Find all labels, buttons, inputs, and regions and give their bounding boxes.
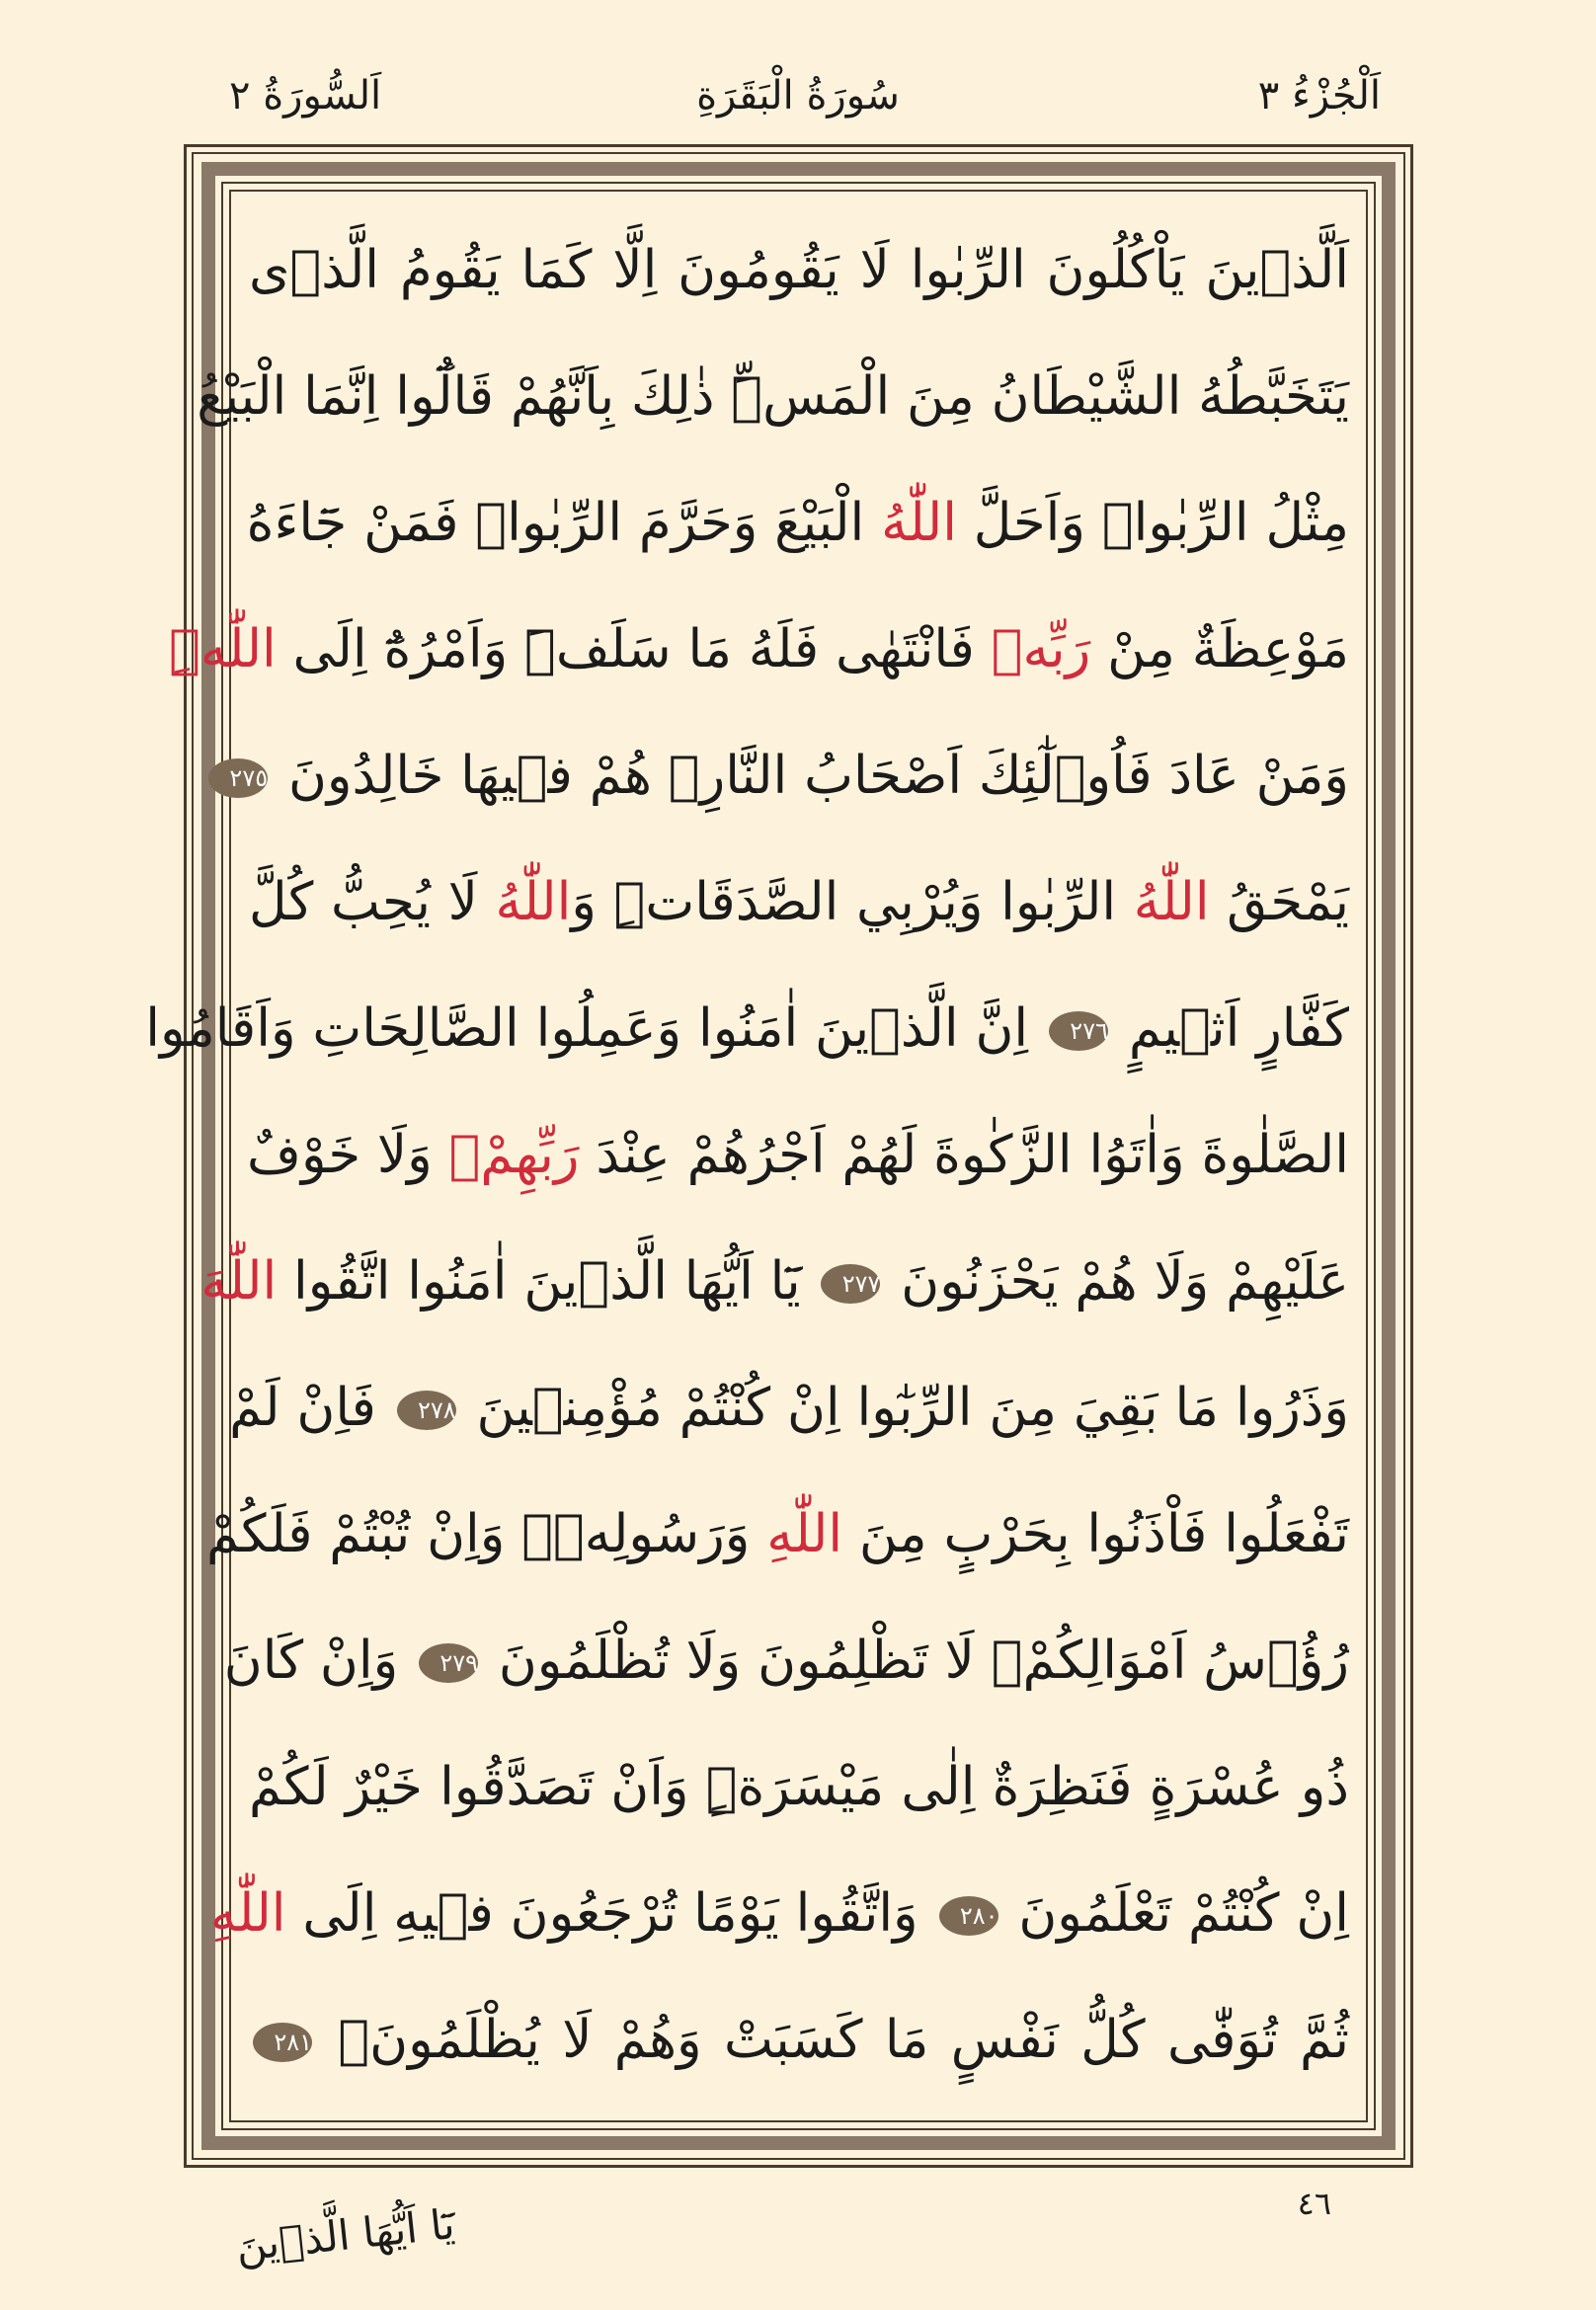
verse-text: ثُمَّ تُوَفّٰى كُلُّ نَفْسٍ مَا كَسَبَتْ وَهُمْ لَا يُظْلَمُونَ۟ [316, 2010, 1349, 2070]
verse-text: الرِّبٰوا وَيُرْبِي الصَّدَقَاتِۜ وَ [571, 872, 1134, 932]
verse-line [209, 1851, 1355, 1977]
verse-text: رُؤُ۫سُ اَمْوَالِكُمْۚ لَا تَظْلِمُونَ وَلَا تُظْلَمُونَ [482, 1631, 1349, 1691]
page-number: ٤٦ [1297, 2185, 1331, 2222]
verse-line [145, 966, 1355, 1092]
ayah-number-marker: ٢٧٩ [419, 1643, 478, 1683]
ayah-number-marker: ٢٧٧ [821, 1264, 880, 1304]
verse-text: عَلَيْهِمْ وَلَا هُمْ يَحْزَنُونَ [884, 1251, 1349, 1312]
verse-text: تَفْعَلُوا فَاْذَنُوا بِحَرْبٍ مِنَ [842, 1504, 1349, 1564]
ayah-number-marker: ٢٧٥ [208, 758, 268, 798]
verse-line [243, 460, 1355, 587]
divine-name-text: اللّٰهُ [495, 872, 572, 932]
verse-line [229, 1345, 1355, 1472]
verse-line [229, 713, 1355, 839]
verse-text: وَمَنْ عَادَ فَاُو۬لٰٓئِكَ اَصْحَابُ النَّارِۚ هُمْ ف۪يهَا خَالِدُونَ [272, 746, 1349, 806]
verse-text: كَفَّارٍ اَث۪يمٍ [1111, 998, 1349, 1059]
ayah-number-marker: ٢٧٨ [397, 1391, 456, 1430]
divine-name-text: اللّٰهُ [881, 493, 957, 553]
verse-text: الصَّلٰوةَ وَاٰتَوُا الزَّكٰوةَ لَهُمْ اَجْرُهُمْ عِنْدَ [579, 1125, 1349, 1185]
verse-line [169, 587, 1355, 713]
divine-name-text: اللّٰهَ [200, 1251, 278, 1312]
divine-name-text: اللّٰهِ [209, 1883, 286, 1944]
verse-text: يَمْحَقُ [1209, 872, 1349, 932]
sura-title: سُورَةُ الْبَقَرَةِ [696, 73, 900, 119]
divine-name-text: اللّٰهِۜ [169, 619, 277, 679]
verse-text: مِثْلُ الرِّبٰواۢ وَاَحَلَّ [956, 493, 1349, 553]
verse-text: وَلَا خَوْفٌ [247, 1125, 449, 1185]
sura-number-label: اَلسُّورَةُ ٢ [229, 73, 382, 119]
juz-label: اَلْجُزْءُ ٣ [1257, 73, 1381, 119]
verse-line [200, 1219, 1355, 1345]
verse-text: فَانْتَهٰى فَلَهُ مَا سَلَفَۜ وَاَمْرُهُٓ اِلَى [276, 619, 992, 679]
verse-line [223, 1598, 1355, 1724]
divine-name-text: اللّٰهِ [766, 1504, 843, 1564]
verse-text: اَلَّذ۪ينَ يَاْكُلُونَ الرِّبٰوا لَا يَقُومُونَ اِلَّا كَمَا يَقُومُ الَّذ۪ی [249, 240, 1349, 300]
divine-name-text: رَبِّهِمْۚ [448, 1125, 580, 1185]
verse-line [243, 839, 1355, 966]
verse-line [243, 1724, 1355, 1851]
catchword: يَٓا اَيُّهَا الَّذ۪ينَ [233, 2199, 457, 2271]
verse-line [197, 334, 1355, 460]
ayah-number-marker: ٢٧٦ [1049, 1011, 1108, 1051]
verse-text: وَاتَّقُوا يَوْمًا تُرْجَعُونَ ف۪يهِ اِلَى [285, 1883, 935, 1944]
verse-text: يَٓا اَيُّهَا الَّذ۪ينَ اٰمَنُوا اتَّقُوا [277, 1251, 818, 1312]
verse-line [243, 1092, 1355, 1219]
verse-text: وَذَرُوا مَا بَقِيَ مِنَ الرِّبٰٓوا اِنْ كُنْتُمْ مُؤْمِن۪ينَ [459, 1378, 1349, 1438]
verse-text: فَاِنْ لَمْ [229, 1378, 393, 1438]
verse-text: وَاِنْ كَانَ [223, 1631, 416, 1691]
verse-text: اِنَّ الَّذ۪ينَ اٰمَنُوا وَعَمِلُوا الصَّالِحَاتِ وَاَقَامُوا [145, 998, 1045, 1059]
verse-text: مَوْعِظَةٌ مِنْ [1090, 619, 1349, 679]
verse-text: وَرَسُولِه۪ۚ وَاِنْ تُبْتُمْ فَلَكُمْ [205, 1504, 767, 1564]
divine-name-text: اللّٰهُ [1133, 872, 1210, 932]
verse-line [243, 1977, 1355, 2104]
divine-name-text: رَبِّه۪ [991, 619, 1091, 679]
verse-text-area [145, 207, 1355, 2104]
verse-line [205, 1472, 1355, 1598]
verse-text: اِنْ كُنْتُمْ تَعْلَمُونَ [1001, 1883, 1349, 1944]
ayah-number-marker: ٢٨٠ [939, 1896, 998, 1936]
verse-text: يَتَخَبَّطُهُ الشَّيْطَانُ مِنَ الْمَسِّۜ ذٰلِكَ بِاَنَّهُمْ قَالُٓوا اِنَّمَا الْبَيْعُ [197, 366, 1349, 427]
verse-line [243, 207, 1355, 334]
verse-text: الْبَيْعَ وَحَرَّمَ الرِّبٰواۜ فَمَنْ جَٓاءَهُ [246, 493, 882, 553]
verse-text: ذُو عُسْرَةٍ فَنَظِرَةٌ اِلٰى مَيْسَرَةٍۜ وَاَنْ تَصَدَّقُوا خَيْرٌ لَكُمْ [249, 1757, 1349, 1817]
verse-text: لَا يُحِبُّ كُلَّ [249, 872, 496, 932]
ayah-number-marker: ٢٨١ [253, 2023, 312, 2062]
